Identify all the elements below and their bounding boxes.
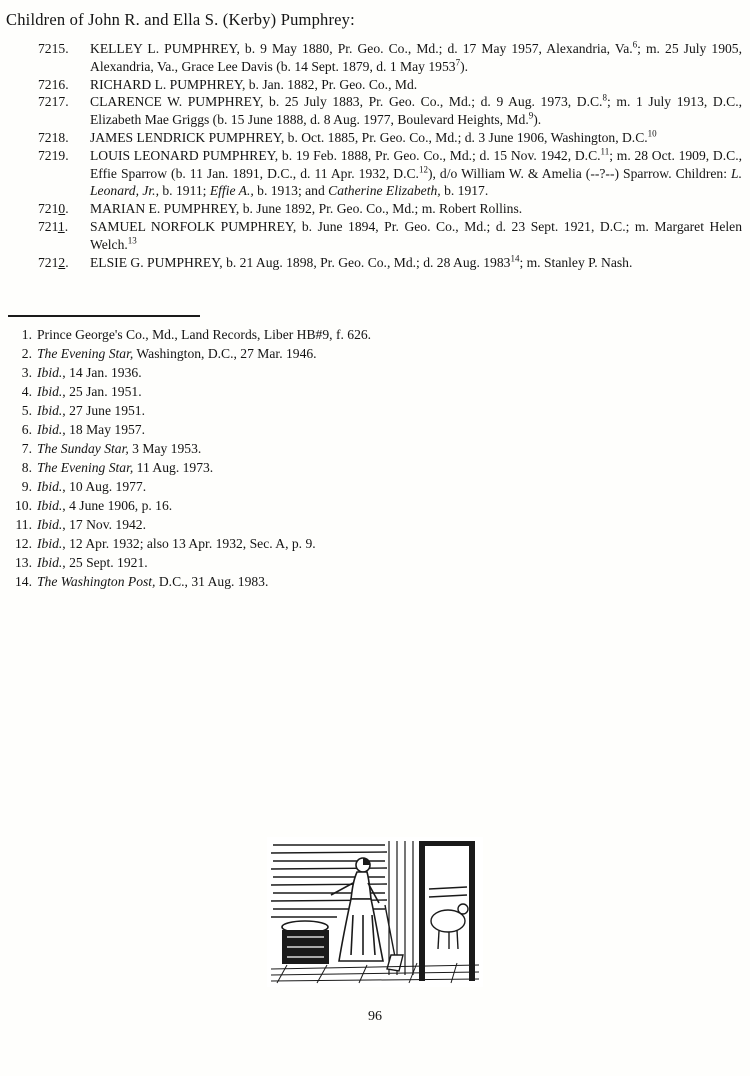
- entry-text: ELSIE G. PUMPHREY, b. 21 Aug. 1898, Pr. Geo. Co., Md.; d. 28 Aug. 1983$^{14}$; m. Stanley P. Nash.: [90, 253, 633, 270]
- entry-number: 7218.: [38, 129, 69, 145]
- children-entry-list: [6, 40, 744, 271]
- woodcut-interior-scene-icon: [267, 837, 483, 987]
- footnote-text: Ibid., 17 Nov. 1942.: [37, 517, 146, 533]
- footnote-text: Ibid., 27 June 1951.: [37, 403, 145, 419]
- footnote-number: 7.: [21, 441, 32, 457]
- footnote-text: Ibid., 4 June 1906, p. 16.: [37, 498, 173, 514]
- page-number: 96: [368, 1009, 382, 1025]
- entry-text: JAMES LENDRICK PUMPHREY, b. Oct. 1885, Pr. Geo. Co., Md.; d. 3 June 1906, Washington, D.C.$^{10}$: [90, 128, 657, 145]
- entry-text: RICHARD L. PUMPHREY, b. Jan. 1882, Pr. Geo. Co., Md.: [90, 76, 418, 92]
- footnote-number: 11.: [15, 517, 32, 533]
- page-heading: Children of John R. and Ella S. (Kerby) Pumphrey:: [6, 10, 355, 29]
- child-entry: [6, 93, 744, 129]
- footnote-separator: [8, 315, 200, 317]
- entry-number: 7212.: [38, 254, 69, 270]
- footnote-text: Ibid., 25 Jan. 1951.: [37, 384, 142, 400]
- footnote-text: Ibid., 12 Apr. 1932; also 13 Apr. 1932, Sec. A, p. 9.: [37, 536, 316, 552]
- footnote-number: 10.: [15, 498, 32, 514]
- entry-text: MARIAN E. PUMPHREY, b. June 1892, Pr. Geo. Co., Md.; m. Robert Rollins.: [90, 201, 523, 217]
- footnote-text: The Evening Star, Washington, D.C., 27 Mar. 1946.: [37, 346, 317, 362]
- entry-number: 7219.: [38, 147, 69, 163]
- footnote: [6, 344, 744, 363]
- footnote-text: The Washington Post, D.C., 31 Aug. 1983.: [37, 574, 269, 590]
- footnote-number: 9.: [21, 479, 32, 495]
- footnote-number: 8.: [21, 460, 32, 476]
- footnote: [6, 496, 744, 515]
- entry-number: 7217.: [38, 94, 69, 110]
- footnote-text: Ibid., 14 Jan. 1936.: [37, 365, 142, 381]
- child-entry: [6, 40, 744, 76]
- footnote-number: 5.: [21, 403, 32, 419]
- entry-number: 7215.: [38, 41, 69, 56]
- footnote: [6, 382, 744, 401]
- footnote: [6, 401, 744, 420]
- footnote-text: Ibid., 10 Aug. 1977.: [37, 479, 147, 495]
- child-entry: [6, 76, 744, 94]
- footnote-text: Prince George's Co., Md., Land Records, Liber HB#9, f. 626.: [37, 327, 372, 343]
- footnote-text: Ibid., 25 Sept. 1921.: [37, 555, 148, 571]
- footnote: [6, 325, 744, 344]
- child-entry: [6, 129, 744, 147]
- footnote: [6, 363, 744, 382]
- entry-text: LOUIS LEONARD PUMPHREY, b. 19 Feb. 1888, Pr. Geo. Co., Md.; d. 15 Nov. 1942, D.C.$^{11}$; m. 28 Oct. 1909, D.C., Effie Sparrow (b. 11 Jan. 1891, D.C., d. 11 Apr. 1932, D.C.$^{12}$), d/o William W. & Amelia (--?--) Sparrow. Children: L. Leonard, Jr., b. 1911; Effie A., b. 1913; and Catherine Elizabeth, b. 1917.: [90, 146, 743, 199]
- illustration: [267, 837, 483, 987]
- child-entry: [6, 200, 744, 218]
- footnote-number: 6.: [21, 422, 32, 438]
- entry-number: 7210.: [38, 201, 69, 217]
- entry-number: 7216.: [38, 76, 69, 92]
- footnote: [6, 534, 744, 553]
- entry-number: 7211.: [38, 218, 69, 234]
- footnote-number: 13.: [15, 555, 32, 571]
- footnote: [6, 477, 744, 496]
- footnote-text: Ibid., 18 May 1957.: [37, 422, 145, 438]
- footnote: [6, 420, 744, 439]
- footnote: [6, 572, 744, 591]
- entry-text: SAMUEL NORFOLK PUMPHREY, b. June 1894, Pr. Geo. Co., Md.; d. 23 Sept. 1921, D.C.; m. Margaret Helen Welch.$^{13}$: [90, 218, 742, 252]
- child-entry: [6, 254, 744, 272]
- footnote: [6, 439, 744, 458]
- footnote: [6, 458, 744, 477]
- child-entry: [6, 218, 744, 254]
- entry-text: CLARENCE W. PUMPHREY, b. 25 July 1883, Pr. Geo. Co., Md.; d. 9 Aug. 1973, D.C.$^8$; m. 1 July 1913, D.C., Elizabeth Mae Griggs (b. 15 June 1888, d. 8 Aug. 1977, Boulevard Heights, Md.$^9$).: [90, 92, 742, 128]
- footnote-number: 2.: [21, 346, 32, 362]
- footnote-number: 12.: [15, 536, 32, 552]
- child-entry: [6, 147, 744, 200]
- footnote-number: 3.: [21, 365, 32, 381]
- footnote-number: 14.: [15, 574, 32, 590]
- footnote: [6, 515, 744, 534]
- footnote-text: The Evening Star, 11 Aug. 1973.: [37, 460, 214, 476]
- footnote-text: The Sunday Star, 3 May 1953.: [37, 441, 202, 457]
- entry-text: KELLEY L. PUMPHREY, b. 9 May 1880, Pr. Geo. Co., Md.; d. 17 May 1957, Alexandria, Va.$^6$; m. 25 July 1905, Alexandria, Va., Grace Lee Davis (b. 14 Sept. 1879, d. 1 May 1953$^7$).: [90, 39, 743, 74]
- footnote-number: 1.: [21, 327, 32, 343]
- footnote-number: 4.: [21, 384, 32, 400]
- footnote: [6, 553, 744, 572]
- footnote-list: [6, 325, 744, 591]
